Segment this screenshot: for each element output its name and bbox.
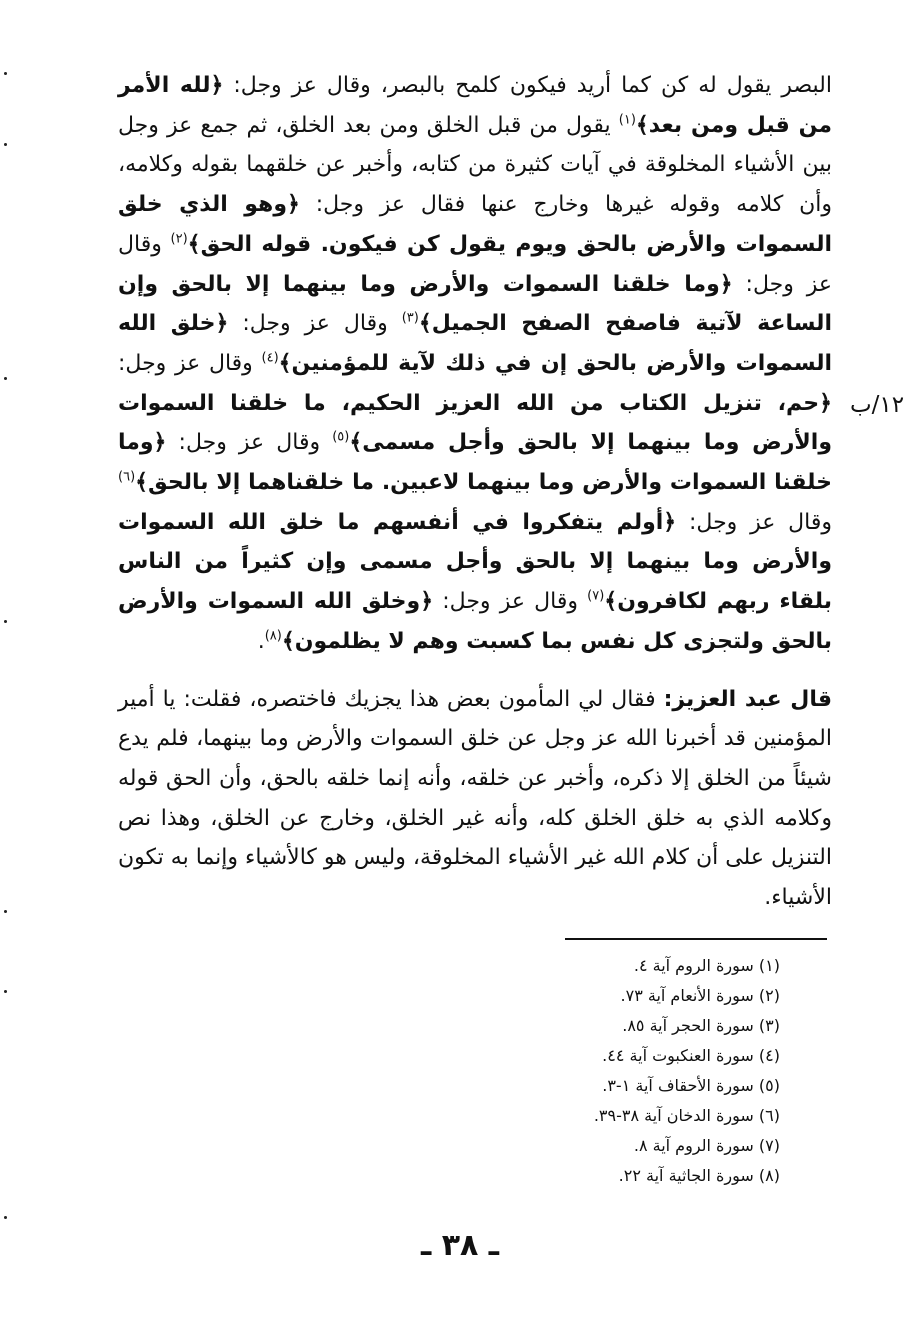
text-run: وقال عز وجل: bbox=[228, 311, 402, 337]
quran-quote: ﴿خلق الله السموات والأرض بالحق إن في ذلك لآية للمؤمنين﴾ bbox=[118, 311, 833, 376]
footnote-item: (٤) سورة العنكبوت آية ٤٤. bbox=[602, 1046, 780, 1065]
scan-speck bbox=[4, 72, 7, 75]
text-run: وقال عز وجل: bbox=[676, 509, 833, 535]
scan-speck bbox=[4, 1216, 7, 1219]
main-text bbox=[118, 66, 832, 918]
scan-speck bbox=[4, 910, 7, 913]
scan-speck bbox=[4, 620, 7, 623]
footnote-item: (٨) سورة الجاثية آية ٢٢. bbox=[618, 1166, 780, 1185]
scan-speck bbox=[4, 990, 7, 993]
paragraph-1 bbox=[118, 66, 832, 662]
quran-quote: ﴿حم، تنزيل الكتاب من الله العزيز الحكيم، ما خلقنا السموات والأرض وما بينهما إلا بالحق وأجل مسمى﴾ bbox=[118, 390, 832, 456]
footnote-reference: (٧) bbox=[587, 588, 605, 604]
text-run: فقال لي المأمون بعض هذا يجزيك فاختصره، فقلت: يا أمير المؤمنين قد أخبرنا الله عز وجل عن خلق السموات والأرض وما بينهما، فلم يدع شيئاً من الخلق إلا ذكره، وأخبر عن خلقه، وأنه إنما خلقه بالحق، وأن الحق قوله وكلامه الذي به خلق الخلق كله، وأنه غير الخلق، وخارج عن الخلق، وهذا نص التنزيل على أن كلام الله غير الأشياء المخلوقة، وليس هو كالأشياء وإنما به تكون الأشياء. bbox=[118, 686, 832, 911]
quran-quote: ﴿وخلق الله السموات والأرض بالحق ولتجزى كل نفس بما كسبت وهم لا يظلمون﴾ bbox=[118, 589, 832, 654]
paragraph-2 bbox=[118, 680, 832, 918]
quran-quote: ﴿وما خلقنا السموات والأرض وما بينهما إلا بالحق وإن الساعة لآتية فاصفح الصفح الجميل﴾ bbox=[118, 271, 832, 337]
text-run: يقول من قبل الخلق ومن بعد الخلق، ثم جمع عز وجل بين الأشياء المخلوقة في آيات كثيرة من كتابه، وأخبر عن خلقهما بقوله وكلامه، وأن كلامه وقوله غيرها وخارج عنها فقال عز وجل: bbox=[118, 112, 832, 218]
quran-quote: ﴿وهو الذي خلق السموات والأرض بالحق ويوم يقول كن فيكون. قوله الحق﴾ bbox=[118, 192, 832, 257]
text-run: البصر يقول له كن كما أريد فيكون كلمح بالبصر، وقال عز وجل: bbox=[223, 73, 832, 98]
page-number: ـ ٣٨ ـ bbox=[420, 1228, 500, 1263]
quran-quote: ﴿أولم يتفكروا في أنفسهم ما خلق الله السموات والأرض وما بينهما إلا بالحق وأجل مسمى وإن كثيراً من الناس بلقاء ربهم لكافرون﴾ bbox=[118, 509, 832, 615]
text-run: وقال عز وجل: bbox=[118, 350, 262, 376]
footnote-item: (٦) سورة الدخان آية ٣٨-٣٩. bbox=[593, 1106, 780, 1125]
footnote-reference: (٣) bbox=[401, 310, 419, 326]
quran-quote: ﴿لله الأمر من قبل ومن بعد﴾ bbox=[118, 73, 832, 138]
footnote-reference: (٢) bbox=[170, 231, 188, 247]
text-run: وقال عز وجل: bbox=[433, 589, 588, 615]
footnote-separator bbox=[565, 938, 827, 940]
text-run: . bbox=[257, 628, 265, 654]
scan-speck bbox=[4, 143, 7, 146]
text-run: وقال عز وجل: bbox=[166, 430, 333, 456]
scan-speck bbox=[4, 377, 7, 380]
footnote-item: (٢) سورة الأنعام آية ٧٣. bbox=[620, 986, 780, 1005]
footnote-reference: (٥) bbox=[332, 430, 350, 445]
footnote-reference: (٦) bbox=[118, 469, 136, 485]
footnotes bbox=[480, 951, 780, 1191]
footnote-item: (١) سورة الروم آية ٤. bbox=[633, 956, 780, 975]
footnote-item: (٧) سورة الروم آية ٨. bbox=[633, 1136, 780, 1155]
footnote-reference: (٤) bbox=[261, 350, 279, 366]
footnote-item: (٥) سورة الأحقاف آية ١-٣. bbox=[602, 1076, 780, 1095]
speaker-label: قال عبد العزيز: bbox=[663, 686, 832, 712]
footnote-reference: (٨) bbox=[264, 628, 282, 644]
footnote-reference: (١) bbox=[618, 112, 636, 128]
text-run: وقال عز وجل: bbox=[118, 231, 832, 297]
manuscript-folio-reference: ١٢/ب bbox=[849, 392, 905, 418]
footnote-item: (٣) سورة الحجر آية ٨٥. bbox=[622, 1016, 780, 1035]
quran-quote: ﴿وما خلقنا السموات والأرض وما بينهما لاعبين. ما خلقناهما إلا بالحق﴾ bbox=[118, 430, 832, 496]
